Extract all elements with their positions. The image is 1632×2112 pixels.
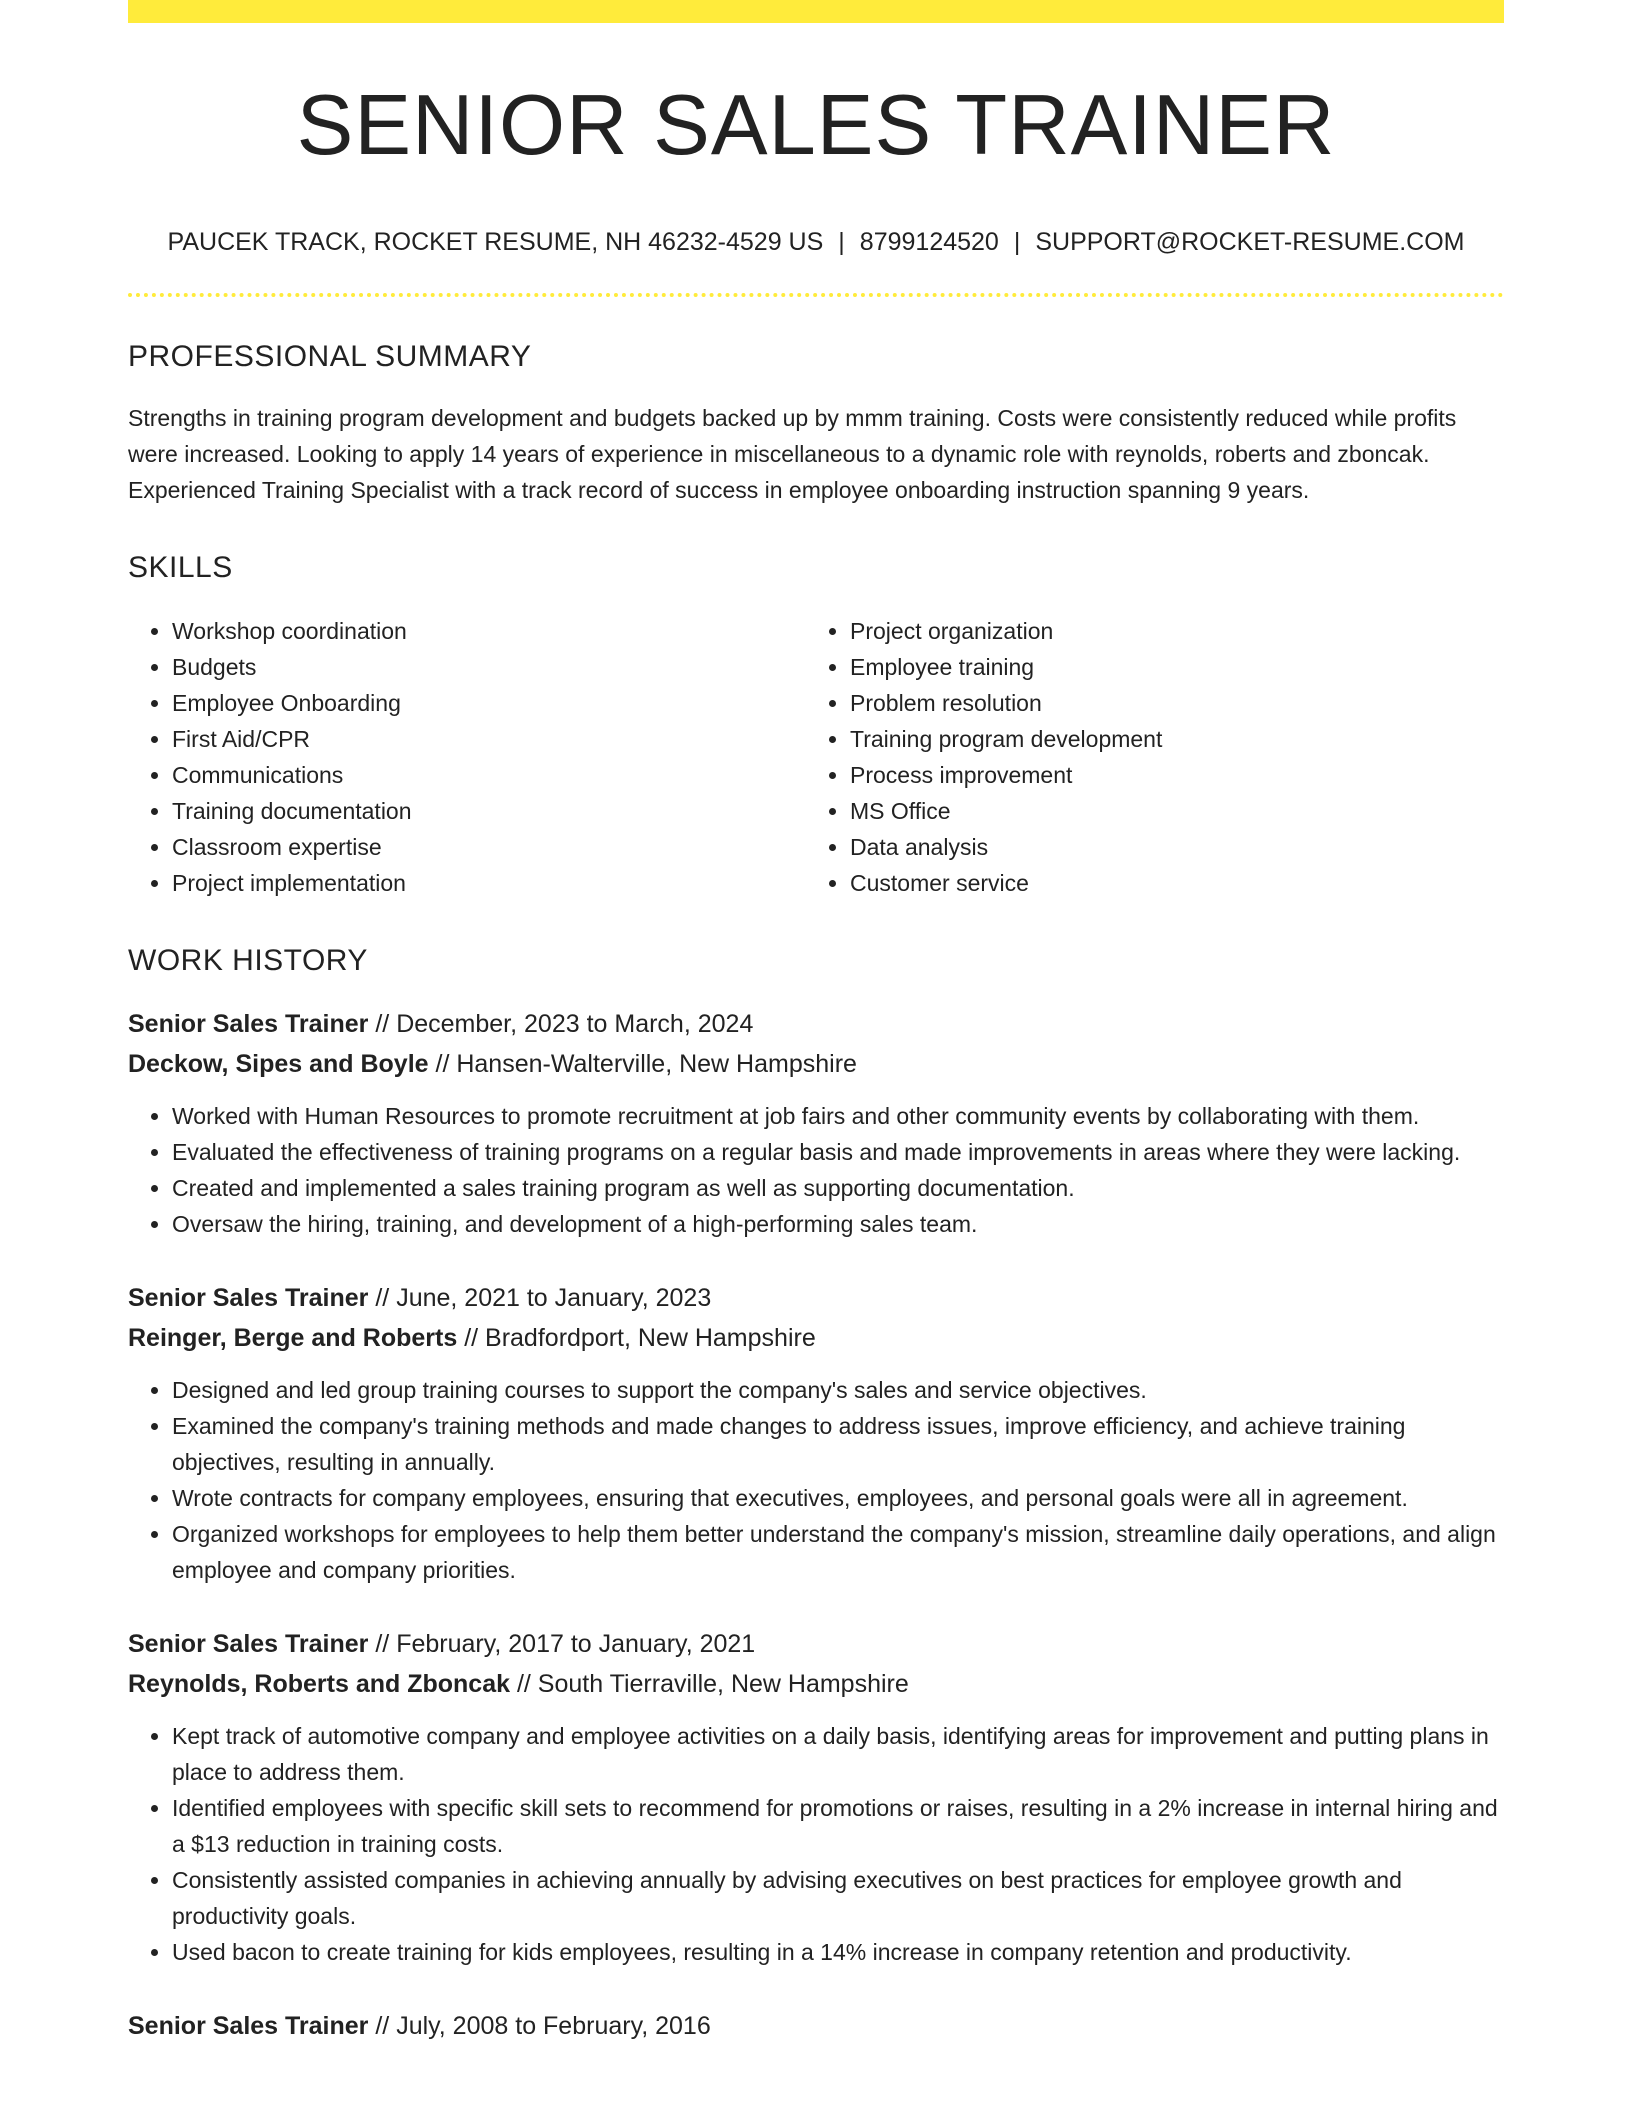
summary-text: Strengths in training program development and budgets backed up by mmm training. Costs were consistently reduced while profits were increased. Looking to apply 14 years of experience in miscellaneous to a dynamic role with reynolds, roberts and zboncak. Experienced Training Specialist with a track record of success in employee onboarding instruction spanning 9 years. bbox=[128, 405, 1457, 503]
job-bullet: • Evaluated the effectiveness of training programs on a regular basis and made improvements in areas where they were lacking. bbox=[172, 1134, 1504, 1170]
skill-item: • Employee Onboarding bbox=[172, 685, 806, 721]
skill-item: • Communications bbox=[172, 757, 806, 793]
skill-item: • Customer service bbox=[850, 865, 1484, 901]
job-bullets bbox=[128, 1718, 1504, 1970]
skill-item: • Project organization bbox=[850, 613, 1484, 649]
dotted-divider bbox=[128, 293, 1504, 297]
job-role: Senior Sales Trainer bbox=[128, 1010, 369, 1038]
job-bullet: • Examined the company's training methods and made changes to address issues, improve efficiency, and achieve training objectives, resulting in annually. bbox=[172, 1408, 1504, 1480]
skill-item: • Process improvement bbox=[850, 757, 1484, 793]
job-title-line bbox=[128, 1278, 1504, 1318]
skill-item: • Project implementation bbox=[172, 865, 806, 901]
job-title-line bbox=[128, 1624, 1504, 1664]
job-role: Senior Sales Trainer bbox=[128, 2012, 369, 2040]
skills-column-right bbox=[806, 613, 1484, 901]
skill-item: • Budgets bbox=[172, 649, 806, 685]
job-company: Reynolds, Roberts and Zboncak bbox=[128, 1670, 511, 1698]
job-bullets bbox=[128, 1098, 1504, 1242]
job-title-line bbox=[128, 2006, 1504, 2046]
skills-column-left bbox=[128, 613, 806, 901]
skill-item: • Training program development bbox=[850, 721, 1484, 757]
job-bullet: • Identified employees with specific skill sets to recommend for promotions or raises, resulting in a 2% increase in internal hiring and a $13 reduction in training costs. bbox=[172, 1790, 1504, 1862]
contact-phone: 8799124520 bbox=[859, 228, 999, 256]
job-company-line bbox=[128, 1318, 1504, 1358]
job-location: // Bradfordport, New Hampshire bbox=[457, 1324, 816, 1352]
contact-address: PAUCEK TRACK, ROCKET RESUME, NH 46232-4529 US bbox=[167, 228, 824, 256]
accent-bar bbox=[128, 0, 1504, 23]
skill-item: • First Aid/CPR bbox=[172, 721, 806, 757]
job-bullet: • Oversaw the hiring, training, and development of a high-performing sales team. bbox=[172, 1206, 1504, 1242]
skill-item: • Problem resolution bbox=[850, 685, 1484, 721]
contact-separator: | bbox=[1013, 228, 1021, 256]
job-dates: // December, 2023 to March, 2024 bbox=[368, 1010, 754, 1038]
job-bullet: • Worked with Human Resources to promote recruitment at job fairs and other community events by collaborating with them. bbox=[172, 1098, 1504, 1134]
job-bullet: • Created and implemented a sales training program as well as supporting documentation. bbox=[172, 1170, 1504, 1206]
job-role: Senior Sales Trainer bbox=[128, 1284, 369, 1312]
job-entry bbox=[128, 1278, 1504, 1588]
job-role: Senior Sales Trainer bbox=[128, 1630, 369, 1658]
skill-item: • Employee training bbox=[850, 649, 1484, 685]
job-dates: // July, 2008 to February, 2016 bbox=[368, 2012, 711, 2040]
contact-separator: | bbox=[838, 228, 845, 256]
job-entry bbox=[128, 1624, 1504, 1970]
skills-list bbox=[128, 613, 1504, 901]
job-title-line bbox=[128, 1004, 1504, 1044]
skill-item: • MS Office bbox=[850, 793, 1484, 829]
job-bullet: • Designed and led group training courses to support the company's sales and service objectives. bbox=[172, 1372, 1504, 1408]
skill-item: • Data analysis bbox=[850, 829, 1484, 865]
skills-heading: SKILLS bbox=[128, 551, 233, 584]
summary-heading: PROFESSIONAL SUMMARY bbox=[128, 340, 532, 373]
job-location: // South Tierraville, New Hampshire bbox=[510, 1670, 909, 1698]
skill-item: • Training documentation bbox=[172, 793, 806, 829]
job-bullets bbox=[128, 1372, 1504, 1588]
work-history-heading: WORK HISTORY bbox=[128, 944, 368, 977]
resume-name: SENIOR SALES TRAINER bbox=[296, 78, 1336, 173]
contact-line bbox=[128, 230, 1504, 255]
skill-item: • Workshop coordination bbox=[172, 613, 806, 649]
job-company: Reinger, Berge and Roberts bbox=[128, 1324, 458, 1352]
job-entry bbox=[128, 1004, 1504, 1242]
job-bullet: • Used bacon to create training for kids employees, resulting in a 14% increase in company retention and productivity. bbox=[172, 1934, 1504, 1970]
job-bullet: • Consistently assisted companies in achieving annually by advising executives on best practices for employee growth and productivity goals. bbox=[172, 1862, 1504, 1934]
job-company-line bbox=[128, 1044, 1504, 1084]
resume-page bbox=[128, 0, 1504, 2046]
contact-email: SUPPORT@ROCKET-RESUME.COM bbox=[1035, 228, 1465, 256]
skill-item: • Classroom expertise bbox=[172, 829, 806, 865]
job-bullet: • Organized workshops for employees to help them better understand the company's mission, streamline daily operations, and align employee and company priorities. bbox=[172, 1516, 1504, 1588]
job-location: // Hansen-Walterville, New Hampshire bbox=[428, 1050, 857, 1078]
job-dates: // February, 2017 to January, 2021 bbox=[368, 1630, 756, 1658]
job-bullet: • Kept track of automotive company and employee activities on a daily basis, identifying areas for improvement and putting plans in place to address them. bbox=[172, 1718, 1504, 1790]
job-entry bbox=[128, 2006, 1504, 2046]
job-company: Deckow, Sipes and Boyle bbox=[128, 1050, 429, 1078]
job-dates: // June, 2021 to January, 2023 bbox=[368, 1284, 712, 1312]
job-bullet: • Wrote contracts for company employees, ensuring that executives, employees, and personal goals were all in agreement. bbox=[172, 1480, 1504, 1516]
job-company-line bbox=[128, 1664, 1504, 1704]
